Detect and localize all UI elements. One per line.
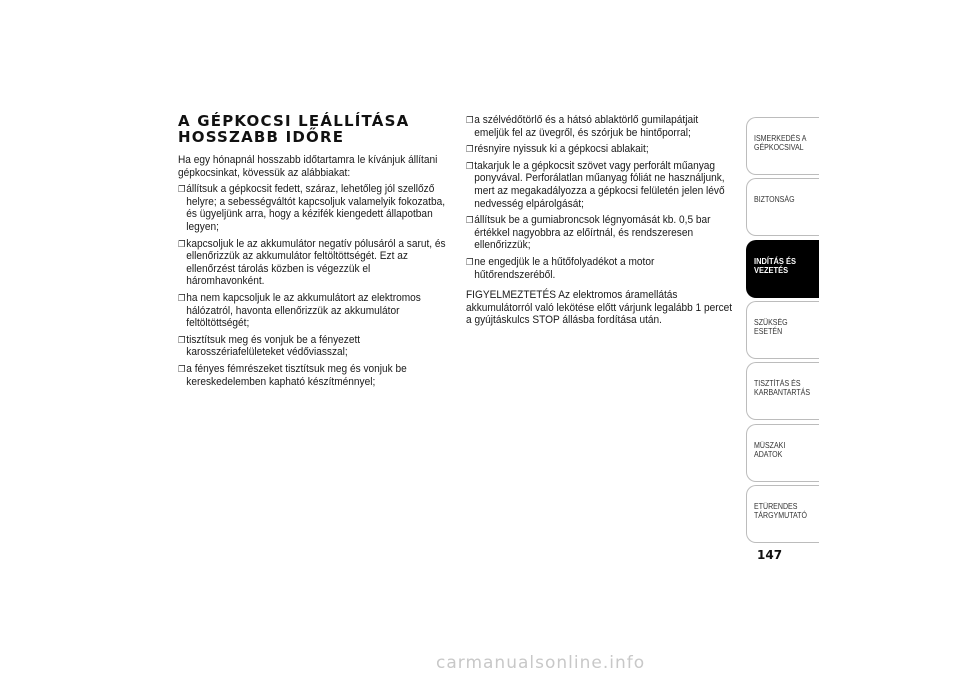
checkbox-bullet-icon: ❐: [466, 160, 474, 171]
checkbox-bullet-icon: ❐: [466, 144, 474, 155]
list-item: [466, 214, 735, 252]
left-column: [178, 154, 447, 392]
tab-muszaki-adatok[interactable]: [746, 424, 819, 482]
tab-inditas-es-vezetes[interactable]: [746, 240, 819, 298]
tab-szukseg-eseten[interactable]: [746, 301, 819, 359]
checkbox-bullet-icon: ❐: [178, 334, 186, 345]
tab-label: BIZTONSÁG: [754, 195, 795, 205]
list-item-text: kapcsoljuk le az akkumulátor negatív pólusáról a sarut, és ellenőrizzük az akkumulátor feltöltöttségét. Ezt az ellenőrzést tárolás közben is végezzük el háromhavonként.: [186, 237, 446, 288]
list-item-text: állítsuk be a gumiabroncsok légnyomását kb. 0,5 bar értékkel nagyobbra az előírtnál, és rendszeresen ellenőrizzük;: [474, 214, 711, 252]
checkbox-bullet-icon: ❐: [178, 184, 186, 195]
checkbox-bullet-icon: ❐: [466, 256, 474, 267]
tab-label: SZÜKSÉG ESETÉN: [754, 317, 788, 336]
checkbox-bullet-icon: ❐: [178, 292, 186, 303]
list-item: [466, 256, 735, 281]
list-item: [178, 363, 447, 388]
list-item-text: ha nem kapcsoljuk le az akkumulátort az elektromos hálózatról, havonta ellenőrizzük az akkumulátor feltöltöttségét;: [186, 291, 421, 330]
tab-label: ISMERKEDÉS A GÉPKOCSIVAL: [754, 134, 807, 152]
list-item-text: állítsuk a gépkocsit fedett, száraz, lehetőleg jól szellőző helyre; a sebességváltót kapcsoljuk valamelyik fokozatba, és ügyeljünk arra, hogy a kézifék kiengedett állapotban legyen;: [186, 183, 446, 233]
list-item-text: a fényes fémrészeket tisztítsuk meg és vonjuk be kereskedelemben kapható készítménnyel;: [186, 362, 407, 388]
list-item-text: tisztítsuk meg és vonjuk be a fényezett karosszériafelületeket védőviasszal;: [186, 333, 361, 359]
tab-ismerkedes[interactable]: [746, 117, 819, 175]
page-number: 147: [757, 548, 783, 562]
list-item-text: takarjuk le a gépkocsit szövet vagy perforált műanyag ponyvával. Perforálatlan műanyag fóliát ne használjunk, mert az megakadályozza a gépkocsi felületén jelen lévő nedvesség elpárolgását;: [474, 159, 725, 210]
checkbox-bullet-icon: ❐: [178, 238, 186, 249]
tab-label: MŰSZAKI ADATOK: [754, 440, 786, 459]
tab-tisztitas[interactable]: [746, 362, 819, 420]
title-line-2: HOSSZABB IDŐRE: [178, 128, 345, 146]
title-line-1: A GÉPKOCSI LEÁLLÍTÁSA: [178, 112, 410, 130]
tab-label: INDÍTÁS ÉS VEZETÉS: [754, 255, 796, 275]
list-item: [466, 143, 735, 156]
section-title: [178, 113, 438, 145]
list-item: [178, 238, 447, 288]
chapter-tabs: [746, 117, 819, 543]
list-item: [178, 183, 447, 233]
tab-label: ETŰRENDES TÁRGYMUTATÓ: [754, 501, 807, 520]
warning-paragraph: FIGYELMEZTETÉS Az elektromos áramellátás akkumulátorról való lekötése előtt várjunk legalább 1 percet a gyújtáskulcs STOP állásba fordítása után.: [466, 289, 733, 327]
list-item-text: résnyire nyissuk ki a gépkocsi ablakait;: [474, 143, 649, 156]
intro-paragraph: Ha egy hónapnál hosszabb időtartamra le kívánjuk állítani gépkocsinkat, kövessük az alábbiakat:: [178, 154, 438, 179]
list-item-text: a szélvédőtörlő és a hátsó ablaktörlő gumilapátjait emeljük fel az üvegről, és szórjuk be hintőporral;: [474, 114, 699, 139]
list-item: [178, 334, 447, 359]
tab-biztonsag[interactable]: [746, 178, 819, 236]
list-item-text: ne engedjük le a hűtőfolyadékot a motor hűtőrendszeréből.: [474, 255, 655, 281]
tab-label: TISZTÍTÁS ÉS KARBANTARTÁS: [754, 379, 811, 398]
tab-targymutato[interactable]: [746, 485, 819, 543]
checkbox-bullet-icon: ❐: [466, 215, 474, 226]
checkbox-bullet-icon: ❐: [178, 363, 186, 374]
right-column: [466, 114, 735, 331]
list-item: [178, 292, 447, 330]
list-item: [466, 114, 735, 139]
checkbox-bullet-icon: ❐: [466, 115, 474, 125]
list-item: [466, 160, 735, 210]
footer-watermark: carmanualsonline.info: [436, 653, 646, 673]
